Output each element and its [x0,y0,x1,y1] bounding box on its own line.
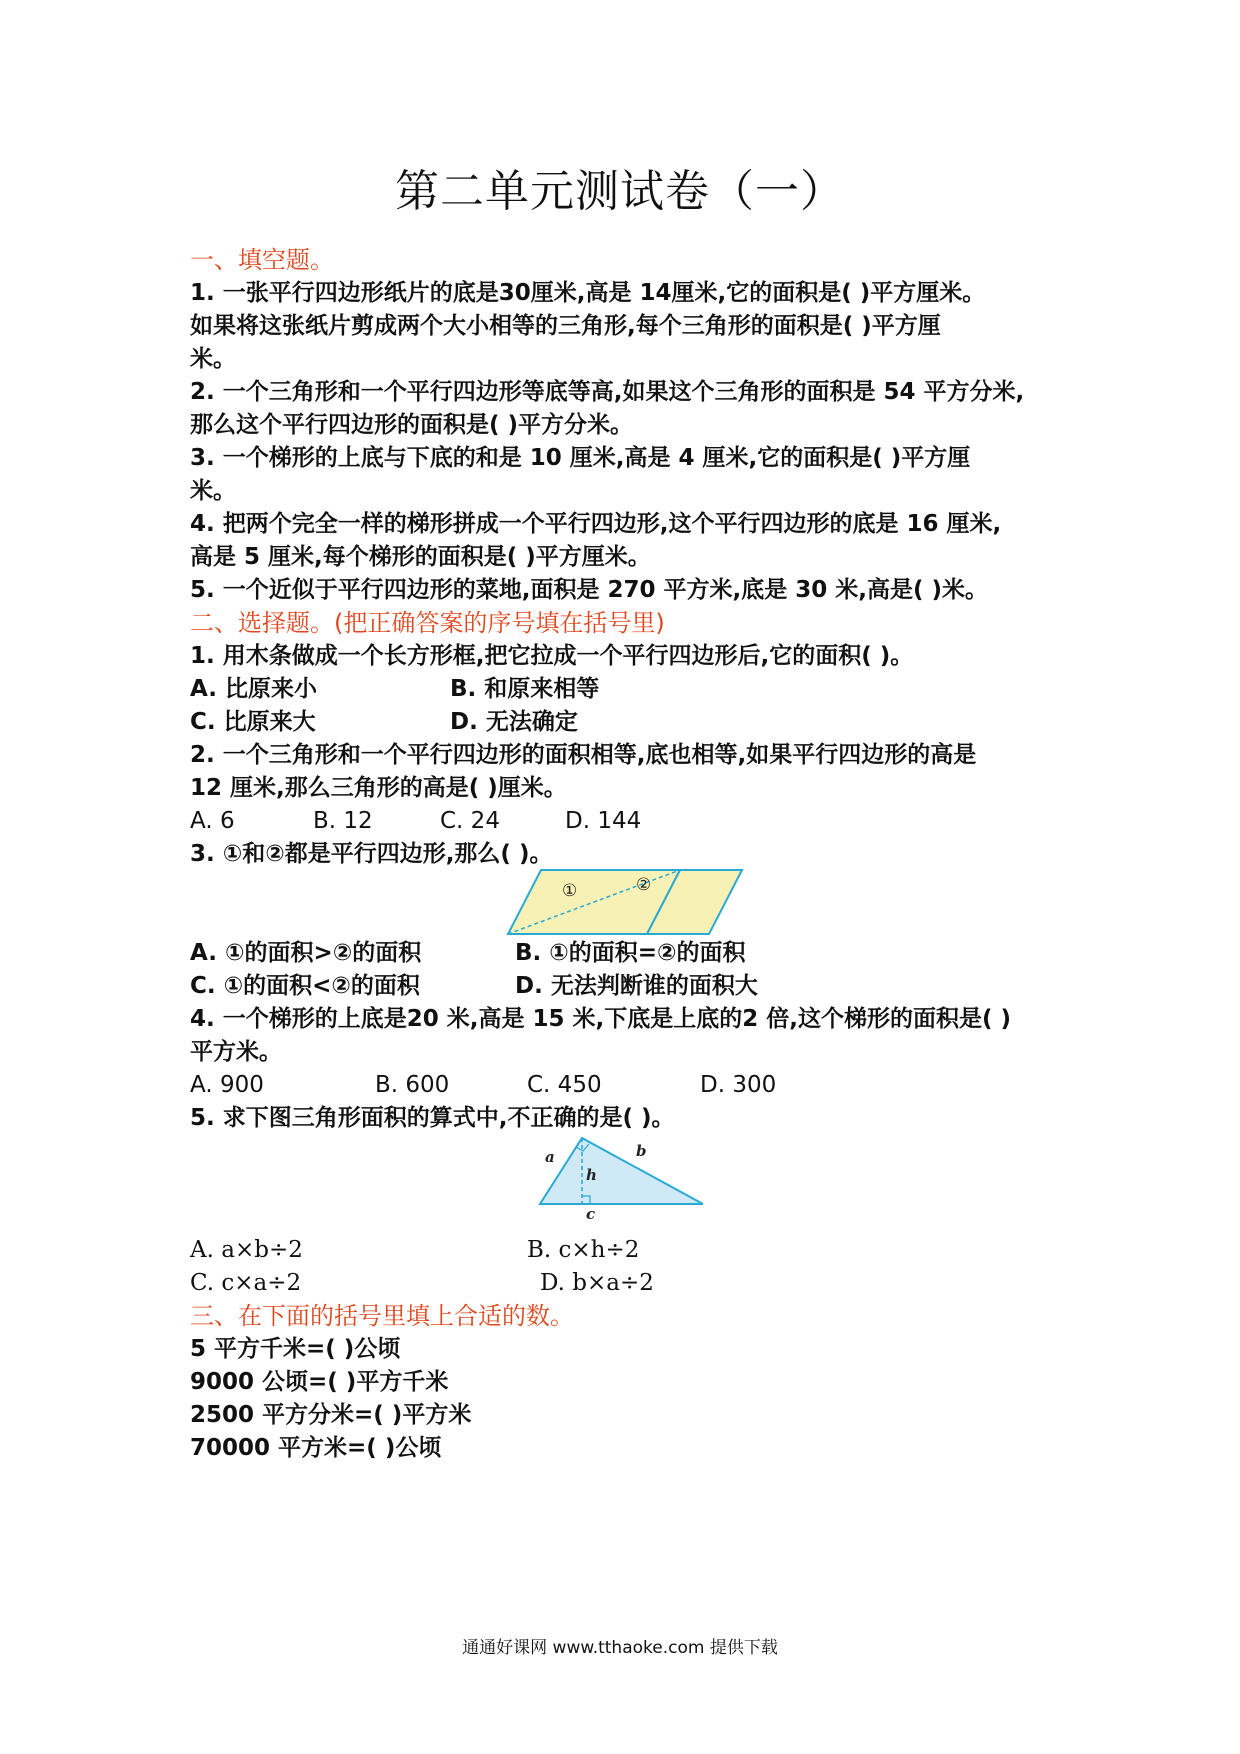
s2-q1-option-d: D. 无法确定 [450,709,578,735]
s1-q3-line2: 米。 [190,478,236,504]
s2-q5: 5. 求下图三角形面积的算式中,不正确的是( )。 [190,1105,675,1131]
section-3-heading: 三、在下面的括号里填上合适的数。 [190,1302,574,1330]
triangle-shape [540,1138,703,1204]
label-h: h [586,1166,597,1184]
s3-item-3: 2500 平方分米=( )平方米 [190,1402,472,1428]
s2-q1-option-b: B. 和原来相等 [450,676,600,702]
s2-q2-option-b: B. 12 [313,808,373,834]
s2-q1-option-c: C. 比原来大 [190,709,316,735]
s2-q2-line1: 2. 一个三角形和一个平行四边形的面积相等,底也相等,如果平行四边形的高是 [190,742,977,768]
s2-q4-option-c: C. 450 [527,1072,602,1098]
s1-q1-line3: 米。 [190,346,236,372]
label-c: c [586,1205,596,1220]
s2-q5-option-a: A. a×b÷2 [190,1237,303,1263]
section-2-heading: 二、选择题。(把正确答案的序号填在括号里) [190,609,665,637]
s2-q3: 3. ①和②都是平行四边形,那么( )。 [190,841,553,867]
section-1-heading: 一、填空题。 [190,246,334,274]
s2-q3-option-a: A. ①的面积>②的面积 [190,940,422,966]
s2-q1: 1. 用木条做成一个长方形框,把它拉成一个平行四边形后,它的面积( )。 [190,643,914,669]
s2-q2-option-d: D. 144 [565,808,642,834]
parallelograms-figure [500,862,750,940]
s2-q5-option-b: B. c×h÷2 [527,1237,640,1263]
s3-item-2: 9000 公顷=( )平方千米 [190,1369,449,1395]
s1-q1-line2: 如果将这张纸片剪成两个大小相等的三角形,每个三角形的面积是( )平方厘 [190,313,941,339]
page-title: 第二单元测试卷（一） [395,166,845,217]
s3-item-1: 5 平方千米=( )公顷 [190,1336,401,1362]
label-b: b [636,1142,647,1160]
s2-q4-option-b: B. 600 [375,1072,450,1098]
s2-q4-option-d: D. 300 [700,1072,777,1098]
s2-q3-option-b: B. ①的面积=②的面积 [515,940,746,966]
s2-q2-option-c: C. 24 [440,808,500,834]
s2-q3-option-d: D. 无法判断谁的面积大 [515,973,758,999]
s2-q4-line1: 4. 一个梯形的上底是20 米,高是 15 米,下底是上底的2 倍,这个梯形的面积是( ) [190,1006,1012,1032]
s1-q4-line1: 4. 把两个完全一样的梯形拼成一个平行四边形,这个平行四边形的底是 16 厘米, [190,511,1002,537]
s2-q4-line2: 平方米。 [190,1039,282,1065]
s2-q4-option-a: A. 900 [190,1072,264,1098]
s1-q2-line2: 那么这个平行四边形的面积是( )平方分米。 [190,412,634,438]
label-circle-2: ② [636,875,652,895]
s1-q3-line1: 3. 一个梯形的上底与下底的和是 10 厘米,高是 4 厘米,它的面积是( )平方厘 [190,445,971,471]
label-a: a [545,1148,555,1166]
s1-q5: 5. 一个近似于平行四边形的菜地,面积是 270 平方米,底是 30 米,高是( )米。 [190,577,989,603]
triangle-figure [535,1130,710,1220]
s2-q3-option-c: C. ①的面积<②的面积 [190,973,420,999]
s2-q2-option-a: A. 6 [190,808,235,834]
s1-q1-line1: 1. 一张平行四边形纸片的底是30厘米,高是 14厘米,它的面积是( )平方厘米。 [190,280,986,306]
s2-q5-option-c: C. c×a÷2 [190,1270,302,1296]
s2-q1-option-a: A. 比原来小 [190,676,317,702]
s1-q2-line1: 2. 一个三角形和一个平行四边形等底等高,如果这个三角形的面积是 54 平方分米, [190,379,1025,405]
s1-q4-line2: 高是 5 厘米,每个梯形的面积是( )平方厘米。 [190,544,651,570]
s2-q2-line2: 12 厘米,那么三角形的高是( )厘米。 [190,775,567,801]
s3-item-4: 70000 平方米=( )公顷 [190,1435,442,1461]
s2-q5-option-d: D. b×a÷2 [540,1270,654,1296]
label-circle-1: ① [562,881,578,901]
footer-text: 通通好课网 www.tthaoke.com 提供下载 [462,1638,778,1658]
